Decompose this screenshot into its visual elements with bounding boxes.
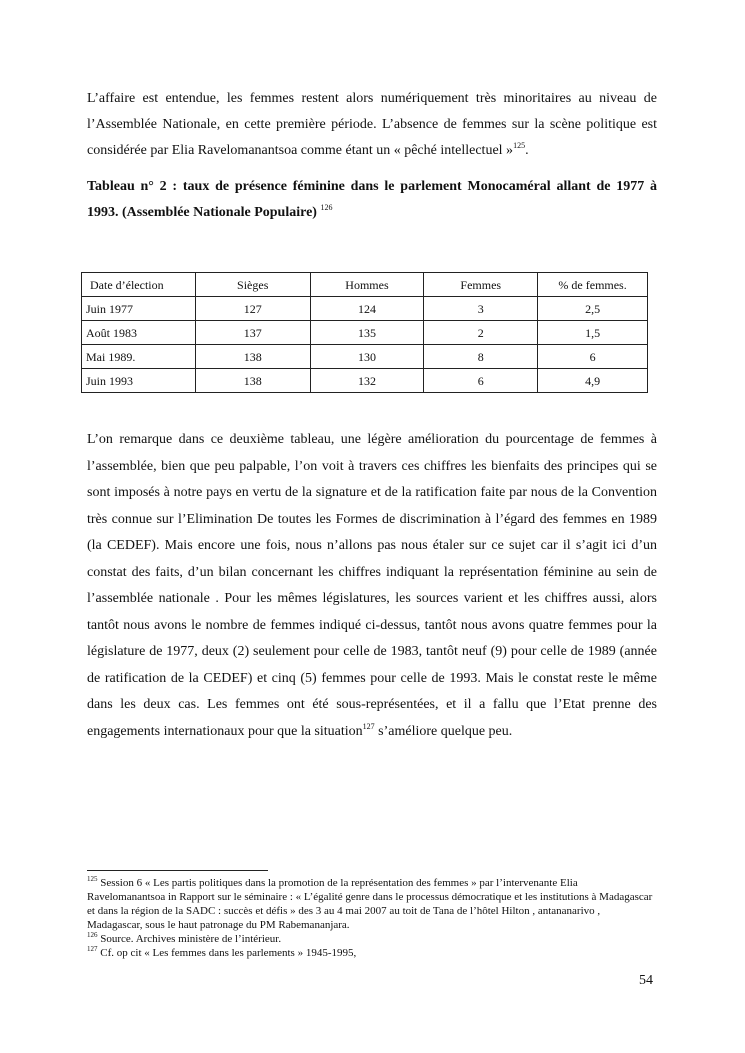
footnote-127 bbox=[87, 946, 657, 960]
footnote-number: 125 bbox=[87, 875, 98, 883]
intro-paragraph bbox=[87, 86, 657, 164]
footnote-ref-125[interactable]: 125 bbox=[513, 141, 526, 150]
footnote-number: 127 bbox=[87, 945, 98, 953]
cell-women: 6 bbox=[424, 369, 538, 393]
cell-women-percent: 6 bbox=[538, 345, 648, 369]
cell-seats: 138 bbox=[195, 369, 310, 393]
intro-text: L’affaire est entendue, les femmes restent alors numériquement très minoritaires au niveau de l’Assemblée Nationale, en cette première période. L’absence de femmes sur la scène politique est considérée par Elia Ravelomanantsoa comme étant un « pêché intellectuel » bbox=[87, 91, 657, 158]
cell-men: 130 bbox=[310, 345, 424, 369]
footnote-separator bbox=[87, 870, 268, 871]
cell-men: 135 bbox=[310, 321, 424, 345]
footnote-text: Cf. op cit « Les femmes dans les parlements » 1945-1995, bbox=[97, 947, 357, 959]
cell-women-percent: 2,5 bbox=[538, 297, 648, 321]
page-number: 54 bbox=[639, 973, 653, 988]
cell-women-percent: 1,5 bbox=[538, 321, 648, 345]
cell-men: 132 bbox=[310, 369, 424, 393]
footnote-number: 126 bbox=[87, 931, 98, 939]
footnote-126 bbox=[87, 932, 657, 946]
footnote-text: Source. Archives ministère de l’intérieur. bbox=[97, 933, 282, 945]
header-seats: Sièges bbox=[195, 273, 310, 297]
table-row bbox=[82, 297, 648, 321]
analysis-paragraph bbox=[87, 427, 657, 745]
cell-date: Août 1983 bbox=[82, 321, 196, 345]
analysis-text: L’on remarque dans ce deuxième tableau, une légère amélioration du pourcentage de femmes à l’assemblée, bien que peu palpable, l’on voit à travers ces chiffres les bienfaits des principes qui se sont imposés à notre pays en vertu de la signature et de la ratification faite par nous de la Convention très connue sur l’Elimination De toutes les Formes de discrimination à l’égard des femmes en 1989 (la CEDEF). Mais encore une fois, nous n’allons pas nous étaler sur ce sujet car il s’agit ici d’un constat des faits, d’un bilan concernant les chiffres indiquant la représentation féminine au sein de l’assemblée nationale . Pour les mêmes législatures, les sources varient et les chiffres aussi, alors tantôt nous avons le nombre de femmes indiqué ci-dessus, tantôt nous avons quatre femmes pour la législature de 1977, deux (2) seulement pour celle de 1983, tantôt neuf (9) pour celle de 1989 (année de ratification de la CEDEF) et cinq (5) femmes pour celle de 1993. Mais le constat reste le même dans les deux cas. Les femmes ont été sous-représentées, et il a fallu que l’Etat prenne des engagements internationaux pour que la situation bbox=[87, 432, 657, 739]
document-page bbox=[87, 86, 657, 226]
table-caption-text: Tableau n° 2 : taux de présence féminine dans le parlement Monocaméral allant de 1977 à 1993. (Assemblée Nationale Populaire) bbox=[87, 179, 657, 220]
cell-seats: 127 bbox=[195, 297, 310, 321]
table-row bbox=[82, 321, 648, 345]
footnote-ref-126[interactable]: 126 bbox=[320, 203, 333, 212]
table-row bbox=[82, 369, 648, 393]
header-women-percent: % de femmes. bbox=[538, 273, 648, 297]
header-men: Hommes bbox=[310, 273, 424, 297]
header-women: Femmes bbox=[424, 273, 538, 297]
analysis-end: s’améliore quelque peu. bbox=[374, 723, 513, 739]
table-row bbox=[82, 345, 648, 369]
footnotes bbox=[87, 876, 657, 960]
cell-seats: 137 bbox=[195, 321, 310, 345]
cell-women: 2 bbox=[424, 321, 538, 345]
intro-end: . bbox=[525, 143, 529, 158]
table-header-row bbox=[82, 273, 648, 297]
footnote-125 bbox=[87, 876, 657, 932]
cell-women: 8 bbox=[424, 345, 538, 369]
footnote-ref-127[interactable]: 127 bbox=[362, 721, 375, 731]
cell-women-percent: 4,9 bbox=[538, 369, 648, 393]
footnote-text: Session 6 « Les partis politiques dans la promotion de la représentation des femmes » par l’intervenante Elia Ravelomanantsoa in Rapport sur le séminaire : « L’égalité genre dans le processus démocratique et les institutions à Madagascar et dans la région de la SADC : succès et défis » des 3 au 4 mai 2007 au toit de Tana de l’hôtel Hilton , antananarivo , Madagascar, sous le haut patronage du PM Rabemananjara. bbox=[87, 877, 653, 931]
cell-date: Juin 1993 bbox=[82, 369, 196, 393]
cell-date: Juin 1977 bbox=[82, 297, 196, 321]
cell-women: 3 bbox=[424, 297, 538, 321]
women-presence-table bbox=[81, 272, 648, 393]
header-date: Date d’élection bbox=[82, 273, 196, 297]
table-caption bbox=[87, 174, 657, 226]
cell-date: Mai 1989. bbox=[82, 345, 196, 369]
cell-men: 124 bbox=[310, 297, 424, 321]
cell-seats: 138 bbox=[195, 345, 310, 369]
